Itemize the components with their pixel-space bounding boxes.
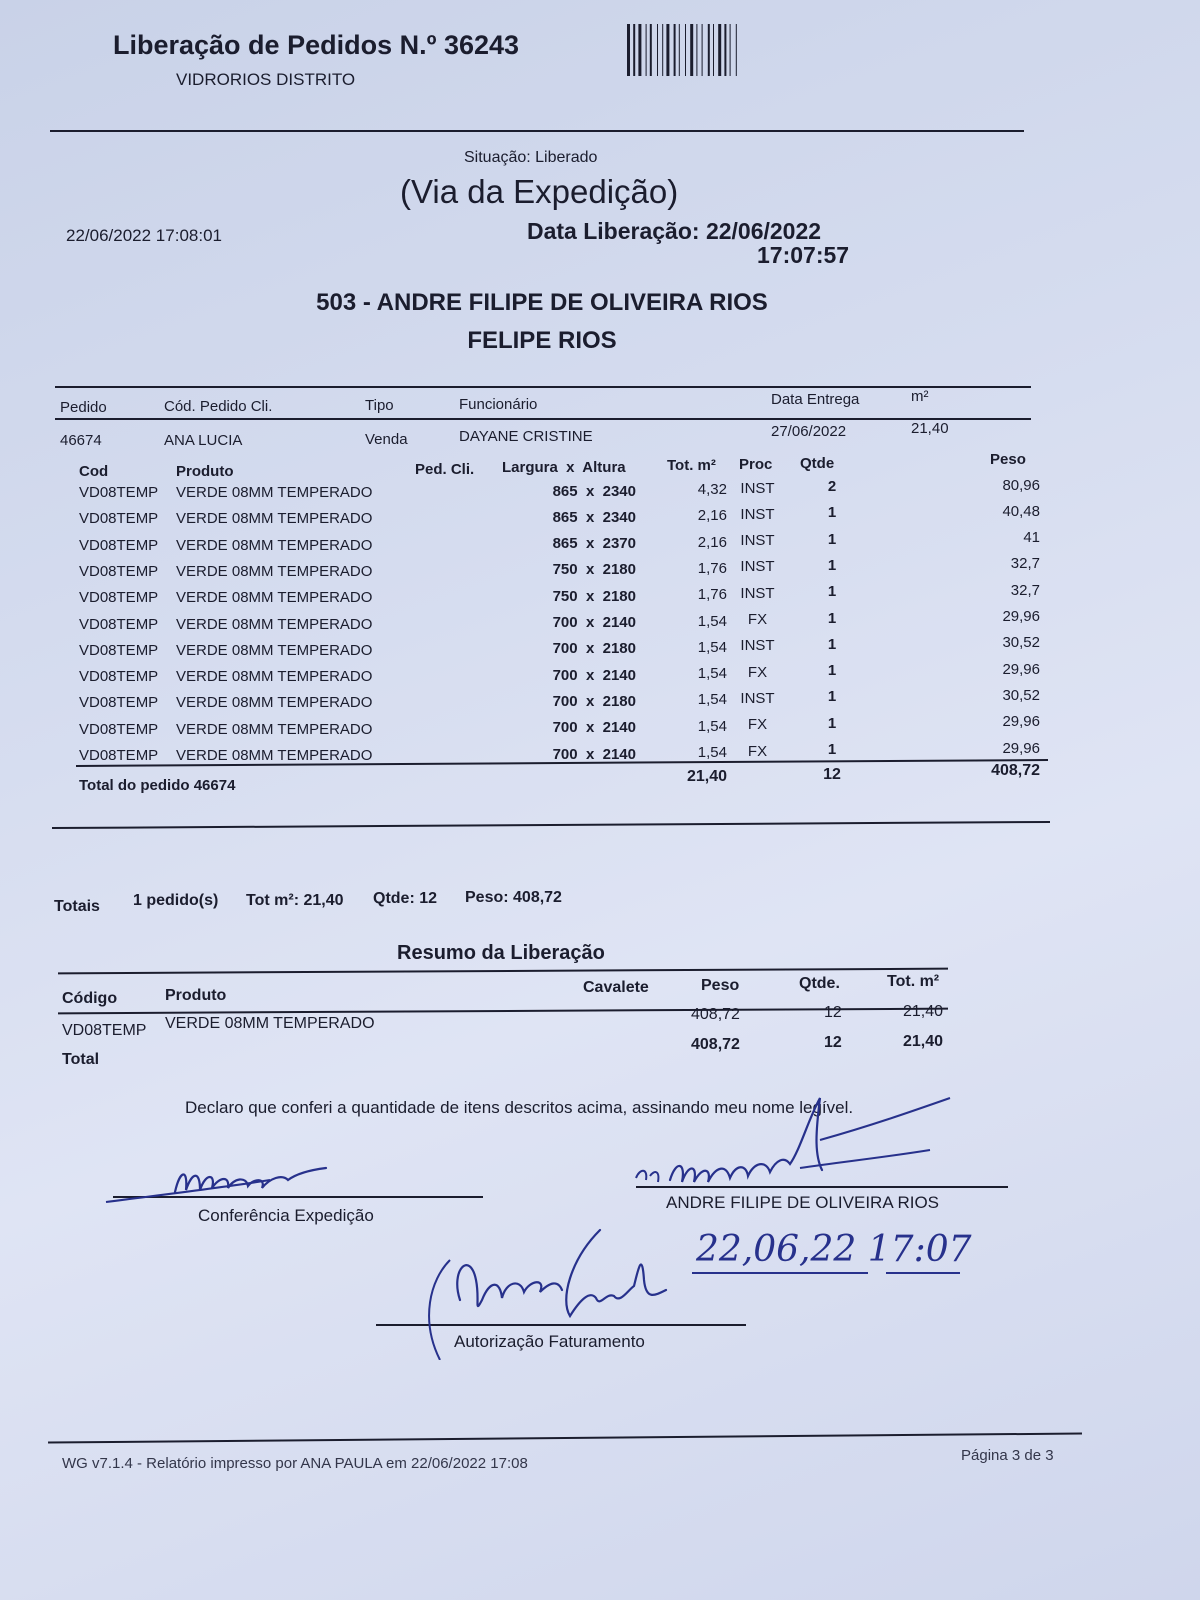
signature-autorizacao xyxy=(420,1220,680,1360)
row-proc: FX xyxy=(747,611,768,628)
order-total-m2: 21,40 xyxy=(686,768,727,785)
row-peso: 32,7 xyxy=(1010,581,1040,599)
row-peso: 32,7 xyxy=(1010,555,1040,573)
signature-label-cliente: ANDRE FILIPE DE OLIVEIRA RIOS xyxy=(666,1193,940,1212)
summary-row-produto: VERDE 08MM TEMPERADO xyxy=(165,1015,375,1032)
row-tot-m2: 2,16 xyxy=(697,507,727,525)
signature-conferencia xyxy=(100,1150,360,1210)
row-tot-m2: 4,32 xyxy=(697,481,727,498)
totals-peso: Peso: 408,72 xyxy=(465,889,562,906)
page-number: Página 3 de 3 xyxy=(961,1447,1054,1464)
totals-qtde: Qtde: 12 xyxy=(373,890,438,907)
row-cod: VD08TEMP xyxy=(79,562,159,580)
client-block xyxy=(200,284,884,360)
items-bottom-rule xyxy=(52,821,1050,829)
row-dimensions: 700 x 2140 xyxy=(552,614,636,631)
row-cod: VD08TEMP xyxy=(79,536,159,554)
row-tot-m2: 1,54 xyxy=(697,638,727,656)
row-dimensions: 700 x 2140 xyxy=(552,719,636,737)
row-produto: VERDE 08MM TEMPERADO xyxy=(176,694,373,712)
row-cod: VD08TEMP xyxy=(79,668,159,686)
totals-label: Totais xyxy=(54,898,100,915)
summary-total-m2: 21,40 xyxy=(903,1033,944,1050)
summary-col-codigo: Código xyxy=(62,990,118,1007)
barcode xyxy=(627,24,799,76)
row-produto: VERDE 08MM TEMPERADO xyxy=(176,510,373,528)
release-time: 17:07:57 xyxy=(757,242,850,268)
row-cod: VD08TEMP xyxy=(79,589,159,607)
row-peso: 29,96 xyxy=(1002,739,1040,757)
row-dimensions: 700 x 2180 xyxy=(552,640,636,658)
row-proc: INST xyxy=(740,505,775,523)
label-m2: m² xyxy=(911,388,929,405)
row-cod: VD08TEMP xyxy=(79,484,159,501)
summary-row-codigo: VD08TEMP xyxy=(62,1022,147,1039)
row-qtde: 1 xyxy=(827,741,837,758)
value-m2: 21,40 xyxy=(911,420,949,437)
row-tot-m2: 1,54 xyxy=(697,612,727,630)
row-produto: VERDE 08MM TEMPERADO xyxy=(176,747,373,764)
footer-printed-by: WG v7.1.4 - Relatório impresso por ANA PAULA em 22/06/2022 17:08 xyxy=(62,1455,528,1472)
row-produto: VERDE 08MM TEMPERADO xyxy=(176,615,373,633)
col-proc: Proc xyxy=(739,456,773,473)
row-qtde: 1 xyxy=(827,662,837,680)
declaration-text: Declaro que conferi a quantidade de itens descritos acima, assinando meu nome legível. xyxy=(185,1098,854,1117)
row-produto: VERDE 08MM TEMPERADO xyxy=(176,536,373,554)
col-produto: Produto xyxy=(176,463,234,480)
summary-col-qtde: Qtde. xyxy=(799,975,840,992)
row-proc: INST xyxy=(740,584,775,602)
row-proc: INST xyxy=(740,637,775,655)
summary-top-rule xyxy=(58,968,948,975)
row-proc: FX xyxy=(747,742,768,760)
row-peso: 29,96 xyxy=(1002,608,1040,625)
document-title: Liberação de Pedidos N.º 36243 xyxy=(113,30,520,60)
col-peso: Peso xyxy=(990,451,1026,468)
row-peso: 30,52 xyxy=(1002,686,1040,704)
totals-m2: Tot m²: 21,40 xyxy=(246,892,344,909)
row-dimensions: 700 x 2140 xyxy=(552,666,636,684)
row-dimensions: 865 x 2340 xyxy=(552,508,636,526)
row-proc: INST xyxy=(740,479,775,497)
row-peso: 40,48 xyxy=(1002,502,1040,520)
summary-col-peso: Peso xyxy=(701,977,740,994)
row-cod: VD08TEMP xyxy=(79,641,159,659)
summary-title: Resumo da Liberação xyxy=(397,942,605,964)
row-proc: INST xyxy=(740,532,775,550)
order-total-peso: 408,72 xyxy=(991,762,1040,779)
row-dimensions: 750 x 2180 xyxy=(552,587,636,605)
row-dimensions: 750 x 2180 xyxy=(552,561,636,579)
row-peso: 80,96 xyxy=(1002,476,1040,494)
row-proc: INST xyxy=(740,689,775,707)
row-tot-m2: 1,76 xyxy=(697,559,727,577)
row-cod: VD08TEMP xyxy=(79,720,159,738)
row-qtde: 1 xyxy=(827,556,837,574)
handwritten-date xyxy=(690,1225,1000,1285)
label-pedido: Pedido xyxy=(60,399,107,416)
row-qtde: 1 xyxy=(827,688,837,706)
col-largura-altura: Largura x Altura xyxy=(502,459,626,476)
row-tot-m2: 1,54 xyxy=(697,665,727,683)
row-tot-m2: 1,54 xyxy=(697,691,727,709)
value-data-entrega: 27/06/2022 xyxy=(771,423,847,440)
status-label: Situação: Liberado xyxy=(464,149,598,166)
summary-mid-rule xyxy=(58,1008,948,1015)
client-name: 503 - ANDRE FILIPE DE OLIVEIRA RIOS xyxy=(316,289,768,316)
summary-row-peso: 408,72 xyxy=(691,1006,740,1023)
row-dimensions: 700 x 2180 xyxy=(552,692,636,710)
summary-col-cavalete: Cavalete xyxy=(583,979,649,996)
row-qtde: 2 xyxy=(827,478,837,495)
row-cod: VD08TEMP xyxy=(79,510,159,528)
row-tot-m2: 1,54 xyxy=(697,744,727,761)
row-peso: 29,96 xyxy=(1002,713,1040,731)
label-data-entrega: Data Entrega xyxy=(771,391,860,408)
row-produto: VERDE 08MM TEMPERADO xyxy=(176,484,373,501)
row-tot-m2: 2,16 xyxy=(697,533,727,551)
value-funcionario: DAYANE CRISTINE xyxy=(459,428,593,445)
col-cod: Cod xyxy=(79,463,109,480)
value-cod-cli: ANA LUCIA xyxy=(164,432,243,449)
value-tipo: Venda xyxy=(365,431,408,448)
row-cod: VD08TEMP xyxy=(79,747,159,764)
order-top-rule xyxy=(55,386,1031,388)
order-total-qtde: 12 xyxy=(823,766,841,783)
row-produto: VERDE 08MM TEMPERADO xyxy=(176,668,373,686)
label-cod-cli: Cód. Pedido Cli. xyxy=(164,398,273,415)
footer-rule xyxy=(48,1432,1082,1443)
row-produto: VERDE 08MM TEMPERADO xyxy=(176,641,373,659)
signature-label-conferencia: Conferência Expedição xyxy=(198,1206,374,1225)
handwritten-date-text: 22,06,22 17:07 xyxy=(696,1229,972,1270)
summary-col-produto: Produto xyxy=(165,987,227,1004)
row-qtde: 1 xyxy=(827,504,837,522)
row-cod: VD08TEMP xyxy=(79,615,159,633)
summary-total-peso: 408,72 xyxy=(691,1036,740,1053)
row-dimensions: 700 x 2140 xyxy=(552,745,636,763)
signature-cliente xyxy=(630,1090,960,1200)
client-alias: FELIPE RIOS xyxy=(467,327,617,354)
row-qtde: 1 xyxy=(827,583,837,601)
order-total-label: Total do pedido 46674 xyxy=(79,777,236,794)
label-tipo: Tipo xyxy=(365,397,394,414)
row-cod: VD08TEMP xyxy=(79,694,159,712)
row-qtde: 1 xyxy=(827,714,837,732)
row-produto: VERDE 08MM TEMPERADO xyxy=(176,720,373,738)
summary-row-qtde: 12 xyxy=(824,1004,842,1021)
summary-total-label: Total xyxy=(62,1051,100,1068)
row-produto: VERDE 08MM TEMPERADO xyxy=(176,562,373,580)
company-name: VIDRORIOS DISTRITO xyxy=(176,70,356,89)
summary-total-qtde: 12 xyxy=(824,1034,842,1051)
col-ped-cli: Ped. Cli. xyxy=(415,461,475,478)
row-proc: FX xyxy=(747,716,768,734)
header-rule xyxy=(50,130,1024,132)
row-qtde: 1 xyxy=(827,635,837,653)
row-peso: 29,96 xyxy=(1002,660,1040,678)
totals-pedidos: 1 pedido(s) xyxy=(133,892,219,909)
value-pedido: 46674 xyxy=(60,432,102,449)
row-dimensions: 865 x 2370 xyxy=(552,535,636,553)
row-qtde: 1 xyxy=(827,609,837,627)
row-peso: 30,52 xyxy=(1002,634,1040,652)
row-proc: INST xyxy=(740,558,775,576)
row-proc: FX xyxy=(747,663,768,681)
row-produto: VERDE 08MM TEMPERADO xyxy=(176,589,373,607)
summary-row-tot-m2: 21,40 xyxy=(903,1003,944,1020)
printed-at: 22/06/2022 17:08:01 xyxy=(66,226,222,245)
summary-col-tot-m2: Tot. m² xyxy=(887,973,940,990)
label-funcionario: Funcionário xyxy=(459,396,538,413)
row-tot-m2: 1,76 xyxy=(697,586,727,604)
row-dimensions: 865 x 2340 xyxy=(552,482,636,500)
order-mid-rule xyxy=(55,418,1031,420)
release-date: Data Liberação: 22/06/2022 xyxy=(527,218,822,244)
signature-label-autorizacao: Autorização Faturamento xyxy=(454,1332,645,1351)
row-qtde: 1 xyxy=(827,530,837,548)
col-tot-m2: Tot. m² xyxy=(667,457,716,474)
row-peso: 41 xyxy=(1023,529,1040,547)
col-qtde: Qtde xyxy=(800,455,835,472)
row-tot-m2: 1,54 xyxy=(697,717,727,735)
copy-label: (Via da Expedição) xyxy=(400,173,679,210)
